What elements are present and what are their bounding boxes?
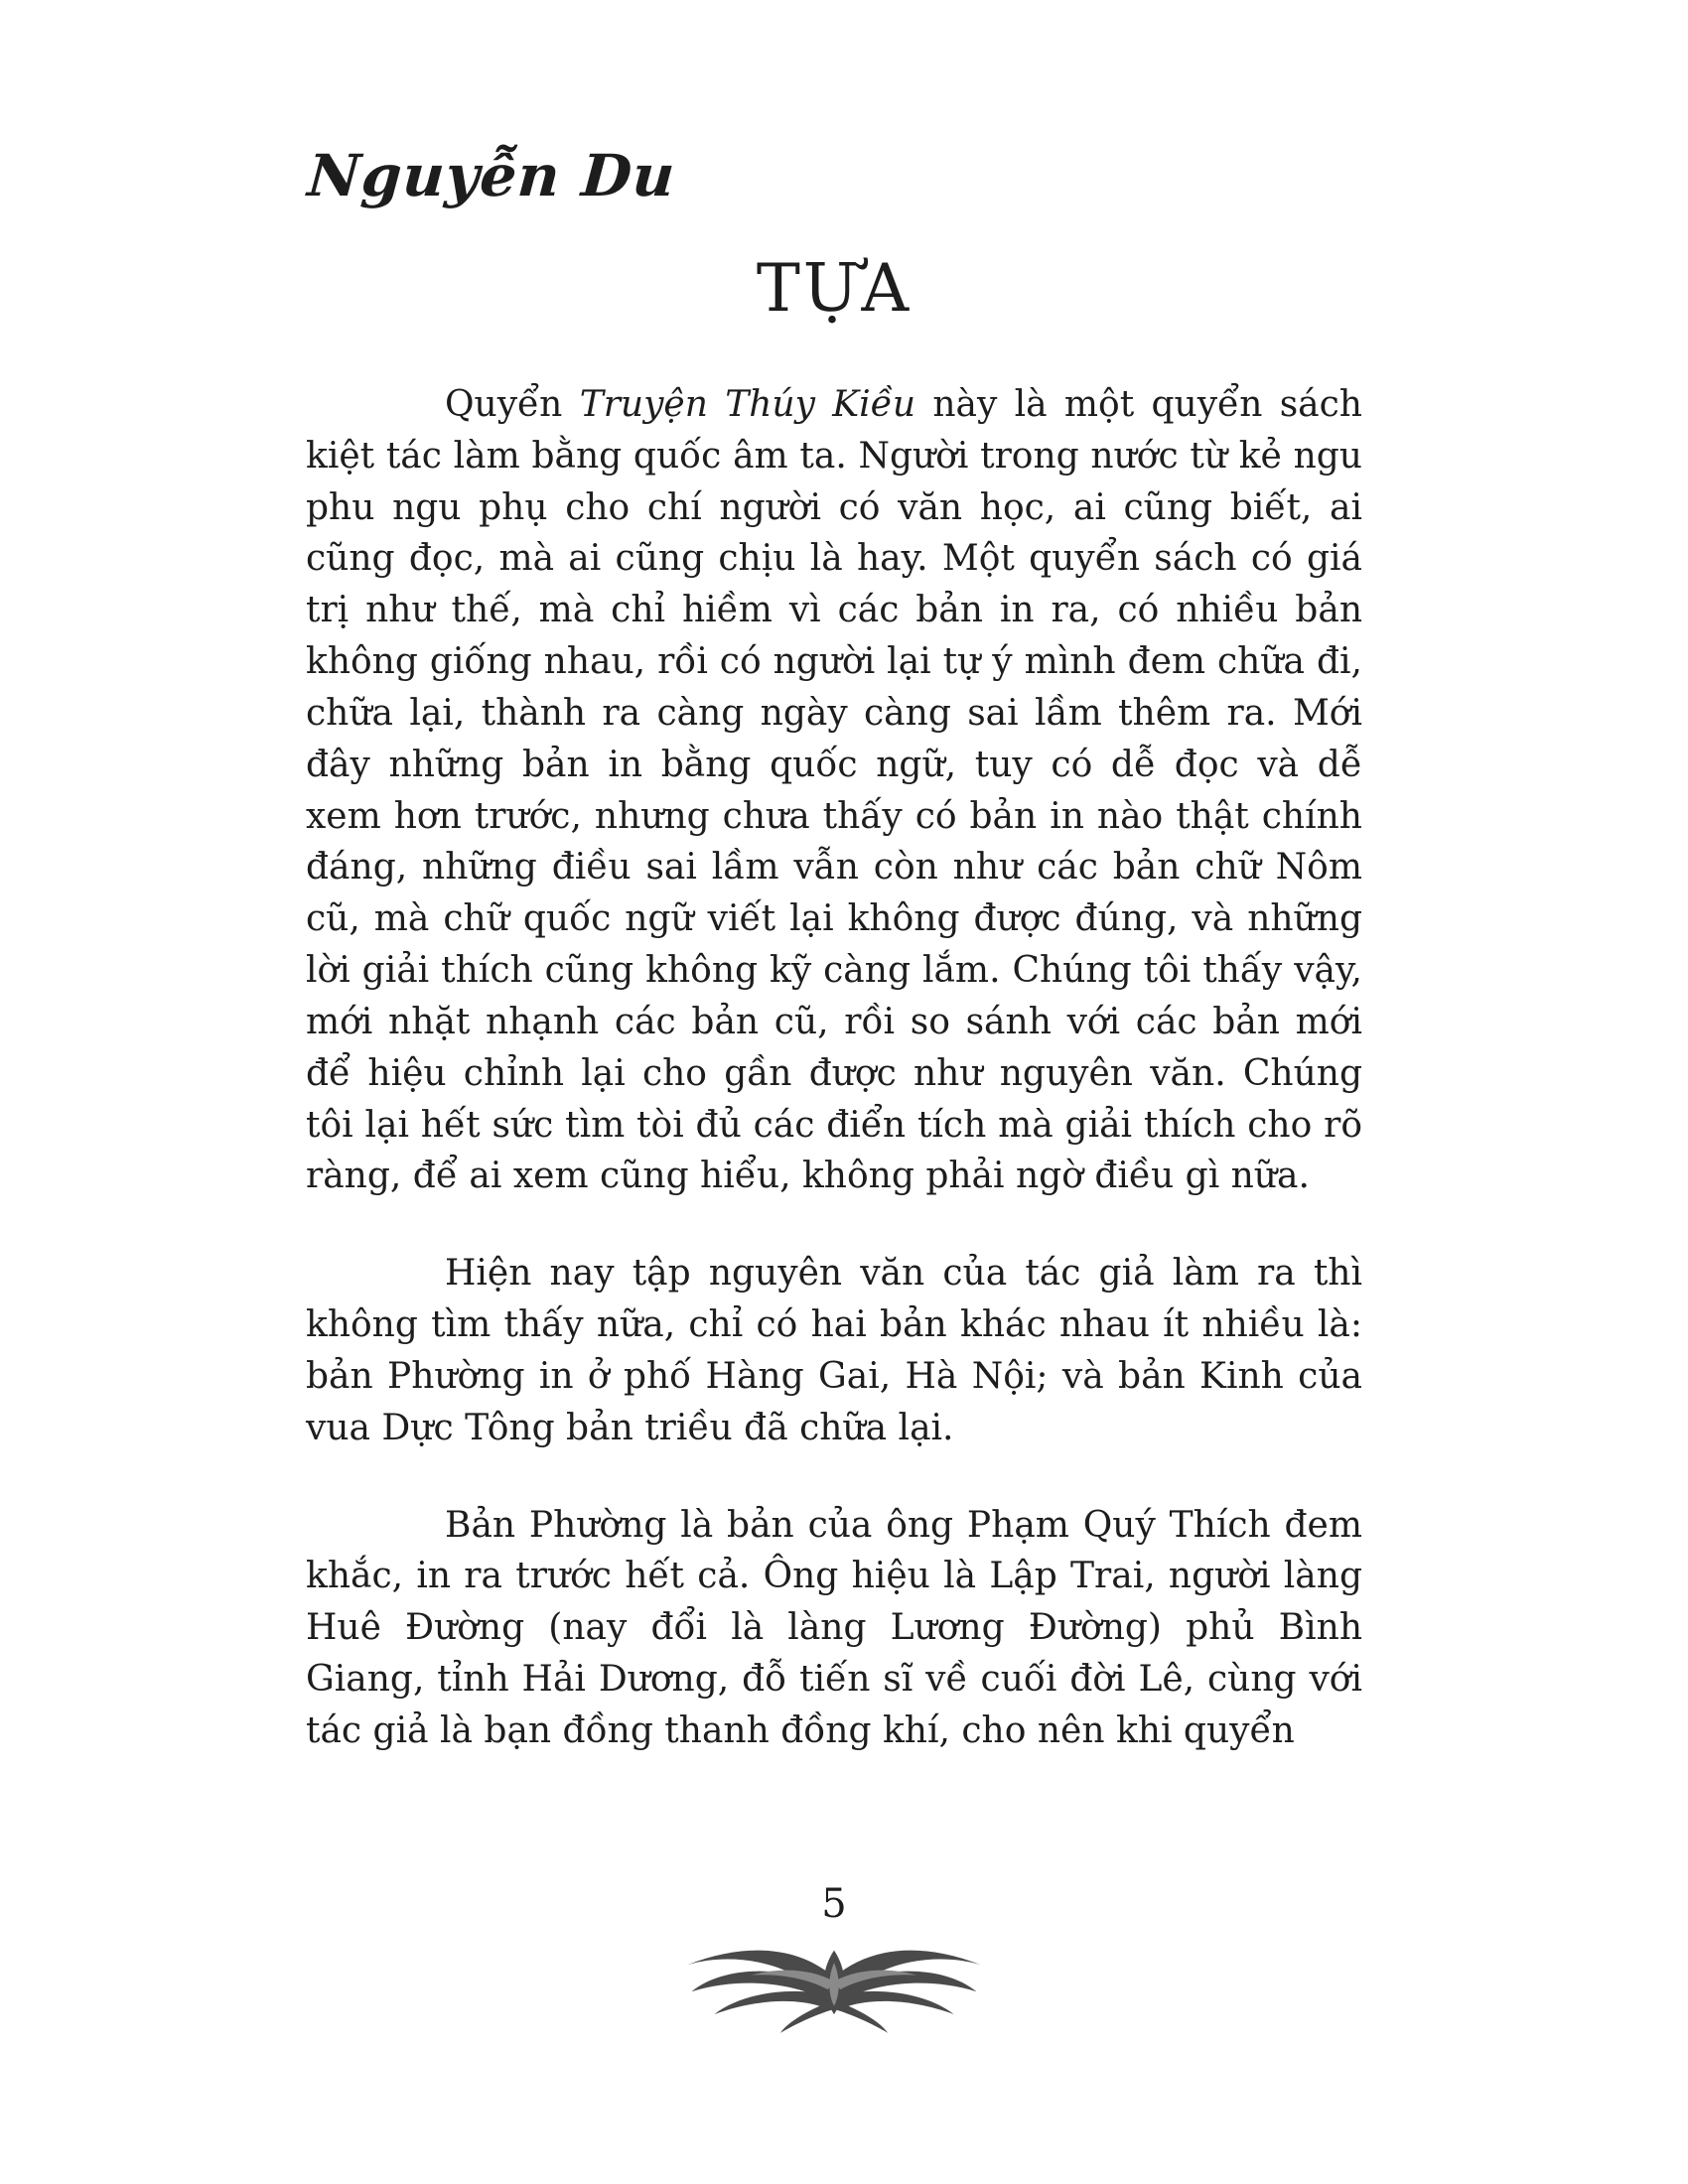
author-name: Nguyễn Du xyxy=(305,142,678,209)
paragraph-1-lead: Quyển xyxy=(445,384,580,425)
preface-paragraph-3: Bản Phường là bản của ông Phạm Quý Thích đem khắc, in ra trước hết cả. Ông hiệu là Lập Trai, người làng Huê Đường (nay đổi là làng Lương Đường) phủ Bình Giang, tỉnh Hải Dương, đỗ tiến sĩ về cuối đời Lê, cùng với tác giả là bạn đồng thanh đồng khí, cho nên khi quyển xyxy=(306,1504,1362,1751)
page-number: 5 xyxy=(821,1881,847,1927)
floral-ornament-icon xyxy=(306,1934,1362,2041)
preface-paragraph-2: Hiện nay tập nguyên văn của tác giả làm ra thì không tìm thấy nữa, chỉ có hai bản khác nhau ít nhiều là: bản Phường in ở phố Hàng Gai, Hà Nội; và bản Kinh của vua Dực Tông bản triều đã chữa lại. xyxy=(306,1253,1362,1448)
paragraph-1-book-title: Truyện Thúy Kiều xyxy=(579,384,916,425)
page-title: TỰA xyxy=(756,250,913,327)
page-content xyxy=(305,142,1362,1803)
page-footer xyxy=(306,1881,1362,2041)
paragraph-1-rest: này là một quyển sách kiệt tác làm bằng quốc âm ta. Người trong nước từ kẻ ngu phu ngu phụ cho chí người có văn học, ai cũng biết, ai cũng đọc, mà ai cũng chịu là hay. Một quyển sách có giá trị như thế, mà chỉ hiềm vì các bản in ra, có nhiều bản không giống nhau, rồi có người lại tự ý mình đem chữa đi, chữa lại, thành ra càng ngày càng sai lầm thêm ra. Mới đây những bản in bằng quốc ngữ, tuy có dễ đọc và dễ xem hơn trước, nhưng chưa thấy có bản in nào thật chính đáng, những điều sai lầm vẫn còn như các bản chữ Nôm cũ, mà chữ quốc ngữ viết lại không được đúng, và những lời giải thích cũng không kỹ càng lắm. Chúng tôi thấy vậy, mới nhặt nhạnh các bản cũ, rồi so sánh với các bản mới để hiệu chỉnh lại cho gần được như nguyên văn. Chúng tôi lại hết sức tìm tòi đủ các điển tích mà giải thích cho rõ ràng, để ai xem cũng hiểu, không phải ngờ điều gì nữa. xyxy=(306,384,1362,1197)
preface-paragraph-1 xyxy=(306,379,1362,1202)
